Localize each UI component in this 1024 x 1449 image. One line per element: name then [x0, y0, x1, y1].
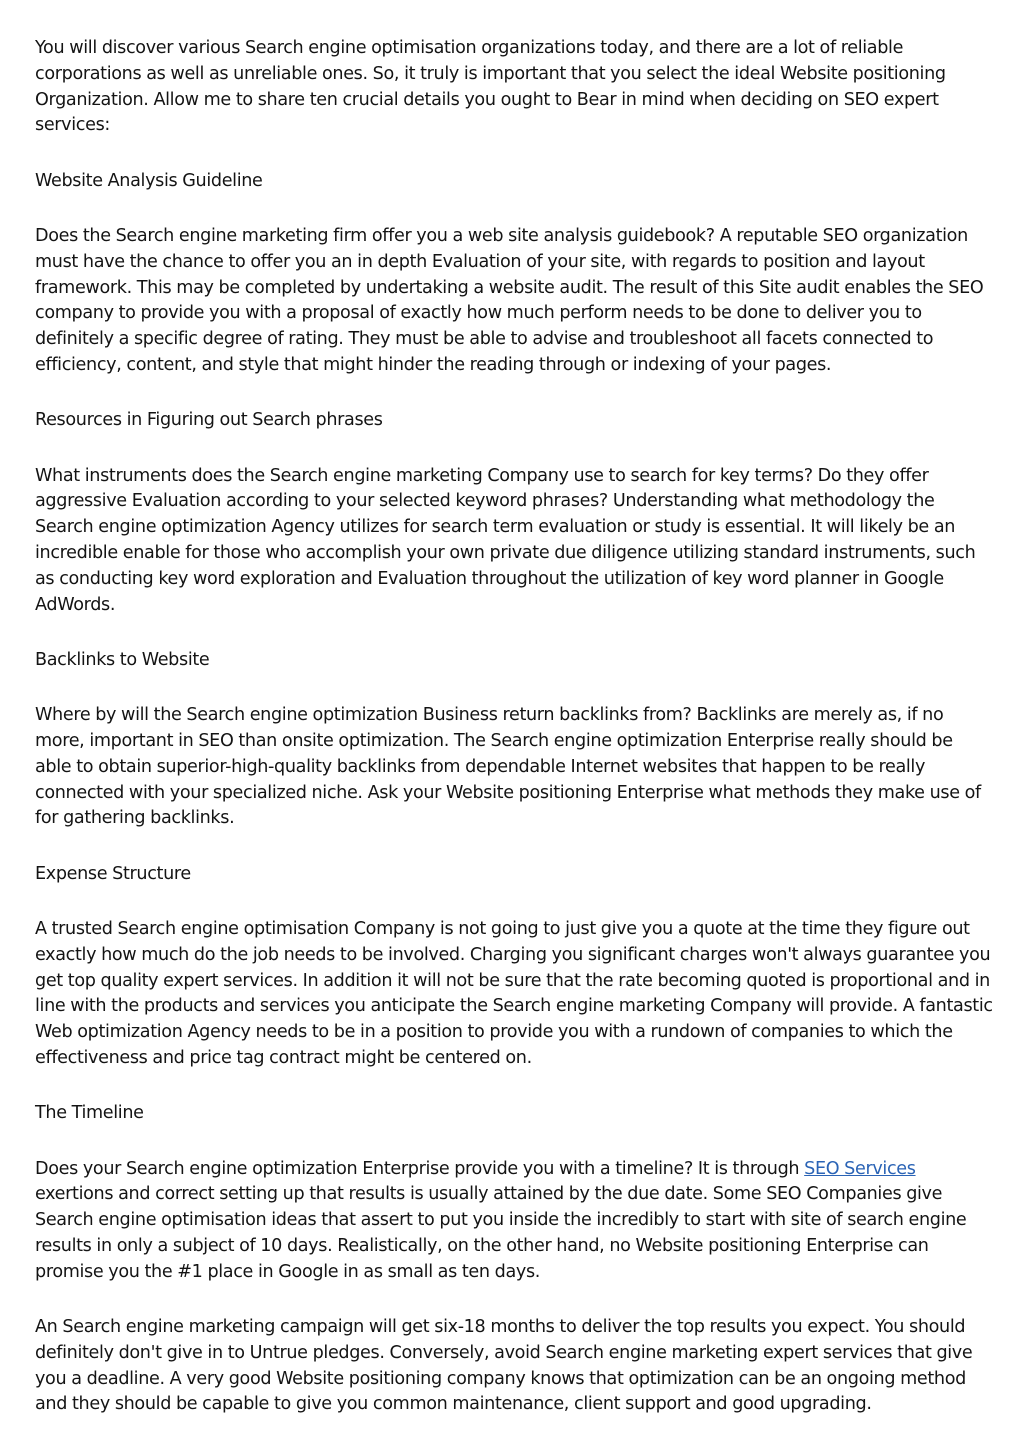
intro-paragraph: You will discover various Search engine optimisation organizations today, and there are a lot of reliable corporations as well as unreliable ones. So, it truly is important that you select the ideal Website positioning Organization. Allow me to share ten crucial details you ought to Bear in mind when deciding on SEO expert services: [35, 38, 946, 136]
section-heading-backlinks: Backlinks to Website [35, 649, 210, 670]
timeline-paragraph [35, 1157, 993, 1286]
section-heading-website-analysis: Website Analysis Guideline [35, 170, 263, 191]
timeline-text-after-link: exertions and correct setting up that results is usually attained by the due date. Some SEO Companies give Search engine optimisation ideas that assert to put you inside the incredibly to start with site of search engine results in only a subject of 10 days. Realistically, on the other hand, no Website positioning Enterprise can promise you the #1 place in Google in as small as ten days. [35, 1184, 967, 1282]
timeline-text-before-link: Does your Search engine optimization Enterprise provide you with a timeline? It is through [35, 1158, 805, 1179]
document-page [35, 36, 993, 1448]
resources-paragraph: What instruments does the Search engine marketing Company use to search for key terms? Do they offer aggressive Evaluation according to your selected keyword phrases? Understanding what methodology the Search engine optimization Agency utilizes for search term evaluation or study is essential. It will likely be an incredible enable for those who accomplish your own private due diligence utilizing standard instruments, such as conducting key word exploration and Evaluation throughout the utilization of key word planner in Google AdWords. [35, 465, 976, 615]
campaign-paragraph: An Search engine marketing campaign will get six-18 months to deliver the top results you expect. You should definitely don't give in to Untrue pledges. Conversely, avoid Search engine marketing expert services that give you a deadline. A very good Website positioning company knows that optimization can be an ongoing method and they should be capable to give you common maintenance, client support and good upgrading. [35, 1316, 973, 1415]
section-heading-expense-structure: Expense Structure [35, 863, 191, 884]
section-heading-timeline: The Timeline [35, 1103, 144, 1124]
section-heading-resources: Resources in Figuring out Search phrases [35, 410, 383, 431]
website-analysis-paragraph: Does the Search engine marketing firm offer you a web site analysis guidebook? A reputable SEO organization must have the chance to offer you an in depth Evaluation of your site, with regards to position and layout framework. This may be completed by undertaking a website audit. The result of this Site audit enables the SEO company to provide you with a proposal of exactly how much perform needs to be done to deliver you to definitely a specific degree of rating. They must be able to advise and troubleshoot all facets connected to efficiency, content, and style that might hinder the reading through or indexing of your pages. [35, 225, 984, 375]
seo-services-link[interactable]: SEO Services [804, 1158, 916, 1179]
backlinks-paragraph: Where by will the Search engine optimization Business return backlinks from? Backlinks are merely as, if no more, important in SEO than onsite optimization. The Search engine optimization Enterprise really should be able to obtain superior-high-quality backlinks from dependable Internet websites that happen to be really connected with your specialized niche. Ask your Website positioning Enterprise what methods they make use of for gathering backlinks. [35, 705, 981, 829]
expense-structure-paragraph: A trusted Search engine optimisation Company is not going to just give you a quote at the time they figure out exactly how much do the job needs to be involved. Charging you significant charges won't always guarantee you get top quality expert services. In addition it will not be sure that the rate becoming quoted is proportional and in line with the products and services you anticipate the Search engine marketing Company will provide. A fantastic Web optimization Agency needs to be in a position to provide you with a rundown of companies to which the effectiveness and price tag contract might be centered on. [35, 918, 993, 1068]
